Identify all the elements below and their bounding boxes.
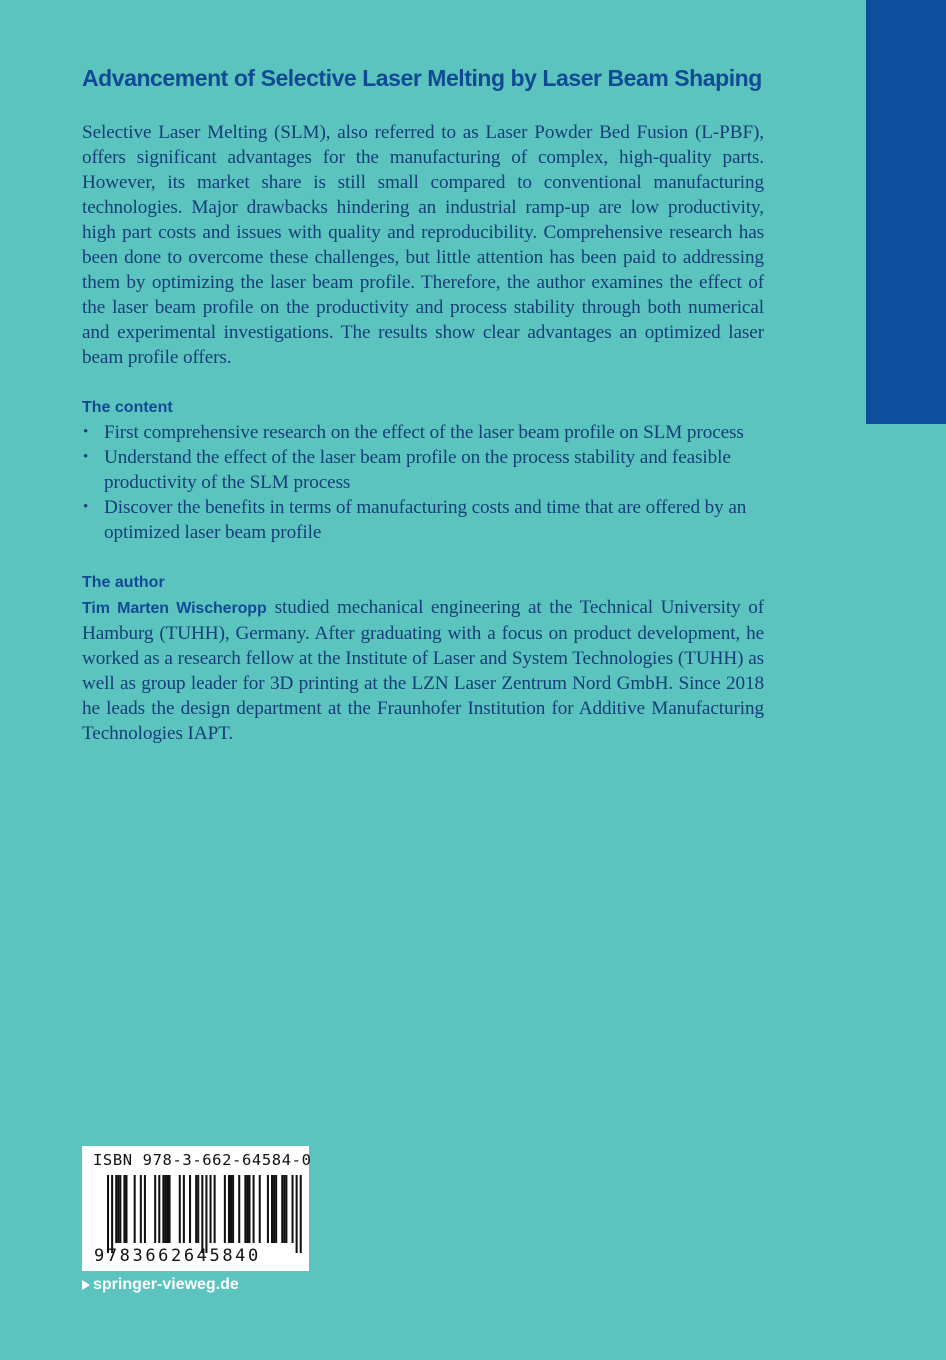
barcode-bar <box>267 1175 269 1243</box>
barcode-bar <box>158 1175 160 1243</box>
author-heading: The author <box>82 574 165 591</box>
barcode-bar <box>134 1175 136 1243</box>
barcode-bar <box>253 1175 255 1243</box>
content-list <box>82 420 764 545</box>
barcode-bar <box>300 1175 302 1253</box>
barcode-bar <box>228 1175 230 1243</box>
barcode-bar <box>210 1175 212 1243</box>
content-heading: The content <box>82 399 173 416</box>
list-item-text: Understand the effect of the laser beam profile on the process stability and feasible productivity of the SLM process <box>104 447 731 493</box>
barcode-bar <box>285 1175 287 1243</box>
barcode-bar <box>271 1175 273 1243</box>
barcode-bar <box>162 1175 164 1243</box>
author-name: Tim Marten Wischeropp <box>82 600 267 617</box>
list-item-text: First comprehensive research on the effect of the laser beam profile on SLM process <box>104 422 744 443</box>
barcode-bar <box>111 1175 113 1253</box>
author-bio-text: studied mechanical engineering at the Technical University of Hamburg (TUHH), Germany. After graduating with a focus on product development, he worked as a research fellow at the Institute of Laser and System Technologies (TUHH) as well as group leader for 3D printing at the LZN Laser Zentrum Nord GmbH. Since 2018 he leads the design department at the Fraunhofer Institution for Additive Manufacturing Technologies IAPT. <box>82 597 764 744</box>
barcode-bar <box>292 1175 294 1243</box>
bullet-dot-icon: • <box>83 499 89 515</box>
barcode-bar <box>166 1175 168 1243</box>
barcode-bar <box>169 1175 171 1243</box>
barcode-bar <box>125 1175 127 1243</box>
barcode-bar <box>115 1175 117 1243</box>
barcode-bar <box>238 1175 240 1243</box>
bullet-dot-icon: • <box>83 424 89 440</box>
barcode-bar <box>275 1175 277 1243</box>
barcode-bar <box>164 1175 166 1243</box>
barcode-bar <box>183 1175 185 1243</box>
book-title: Advancement of Selective Laser Melting by Laser Beam Shaping <box>82 65 762 91</box>
barcode-bar <box>201 1175 203 1253</box>
barcode-bar <box>248 1175 250 1243</box>
triangle-right-icon <box>82 1280 90 1290</box>
list-item <box>82 420 764 445</box>
barcode-bar <box>140 1175 142 1243</box>
accent-band <box>866 0 946 424</box>
barcode-bar <box>281 1175 283 1243</box>
back-cover-content <box>82 60 764 746</box>
list-item <box>82 495 764 545</box>
barcode-bar <box>232 1175 234 1243</box>
barcode-bar <box>205 1175 207 1253</box>
list-item <box>82 445 764 495</box>
barcode-bar <box>154 1175 156 1243</box>
barcode-bar <box>214 1175 216 1243</box>
barcode-bar <box>107 1175 109 1253</box>
barcode-bar <box>230 1175 232 1243</box>
barcode-bar <box>123 1175 125 1243</box>
barcode-bar <box>117 1175 119 1243</box>
barcode-bar <box>224 1175 226 1243</box>
barcode-bar <box>273 1175 275 1243</box>
barcode-bar <box>197 1175 199 1243</box>
list-item-text: Discover the benefits in terms of manufacturing costs and time that are offered by an optimized laser beam profile <box>104 497 747 543</box>
author-bio <box>82 595 764 746</box>
barcode-bar <box>119 1175 121 1243</box>
barcode-bar <box>259 1175 261 1243</box>
publisher-link[interactable] <box>82 1276 239 1294</box>
publisher-url[interactable]: springer-vieweg.de <box>93 1276 239 1293</box>
bullet-dot-icon: • <box>83 449 89 465</box>
barcode-bar <box>244 1175 246 1243</box>
barcode-bar <box>296 1175 298 1253</box>
barcode-bar <box>189 1175 191 1243</box>
barcode-bar <box>195 1175 197 1243</box>
barcode-bar <box>144 1175 146 1243</box>
isbn-label: ISBN 978-3-662-64584-0 <box>93 1151 312 1169</box>
barcode-bar <box>246 1175 248 1243</box>
isbn-barcode <box>82 1146 312 1271</box>
book-summary: Selective Laser Melting (SLM), also referred to as Laser Powder Bed Fusion (L-PBF), offers significant advantages for the manufacturing of complex, high-quality parts. However, its market share is still small compared to conventional manufacturing technologies. Major drawbacks hindering an industrial ramp-up are low productivity, high part costs and issues with quality and reproducibility. Comprehensive research has been done to overcome these challenges, but little attention has been paid to addressing them by optimizing the laser beam profile. Therefore, the author examines the effect of the laser beam profile on the productivity and process stability through both numerical and experimental investigations. The results show clear advantages an optimized laser beam profile offers. <box>82 122 764 368</box>
barcode-digits: 9783662645840 <box>94 1246 261 1266</box>
barcode-bar <box>283 1175 285 1243</box>
barcode-bar <box>179 1175 181 1243</box>
